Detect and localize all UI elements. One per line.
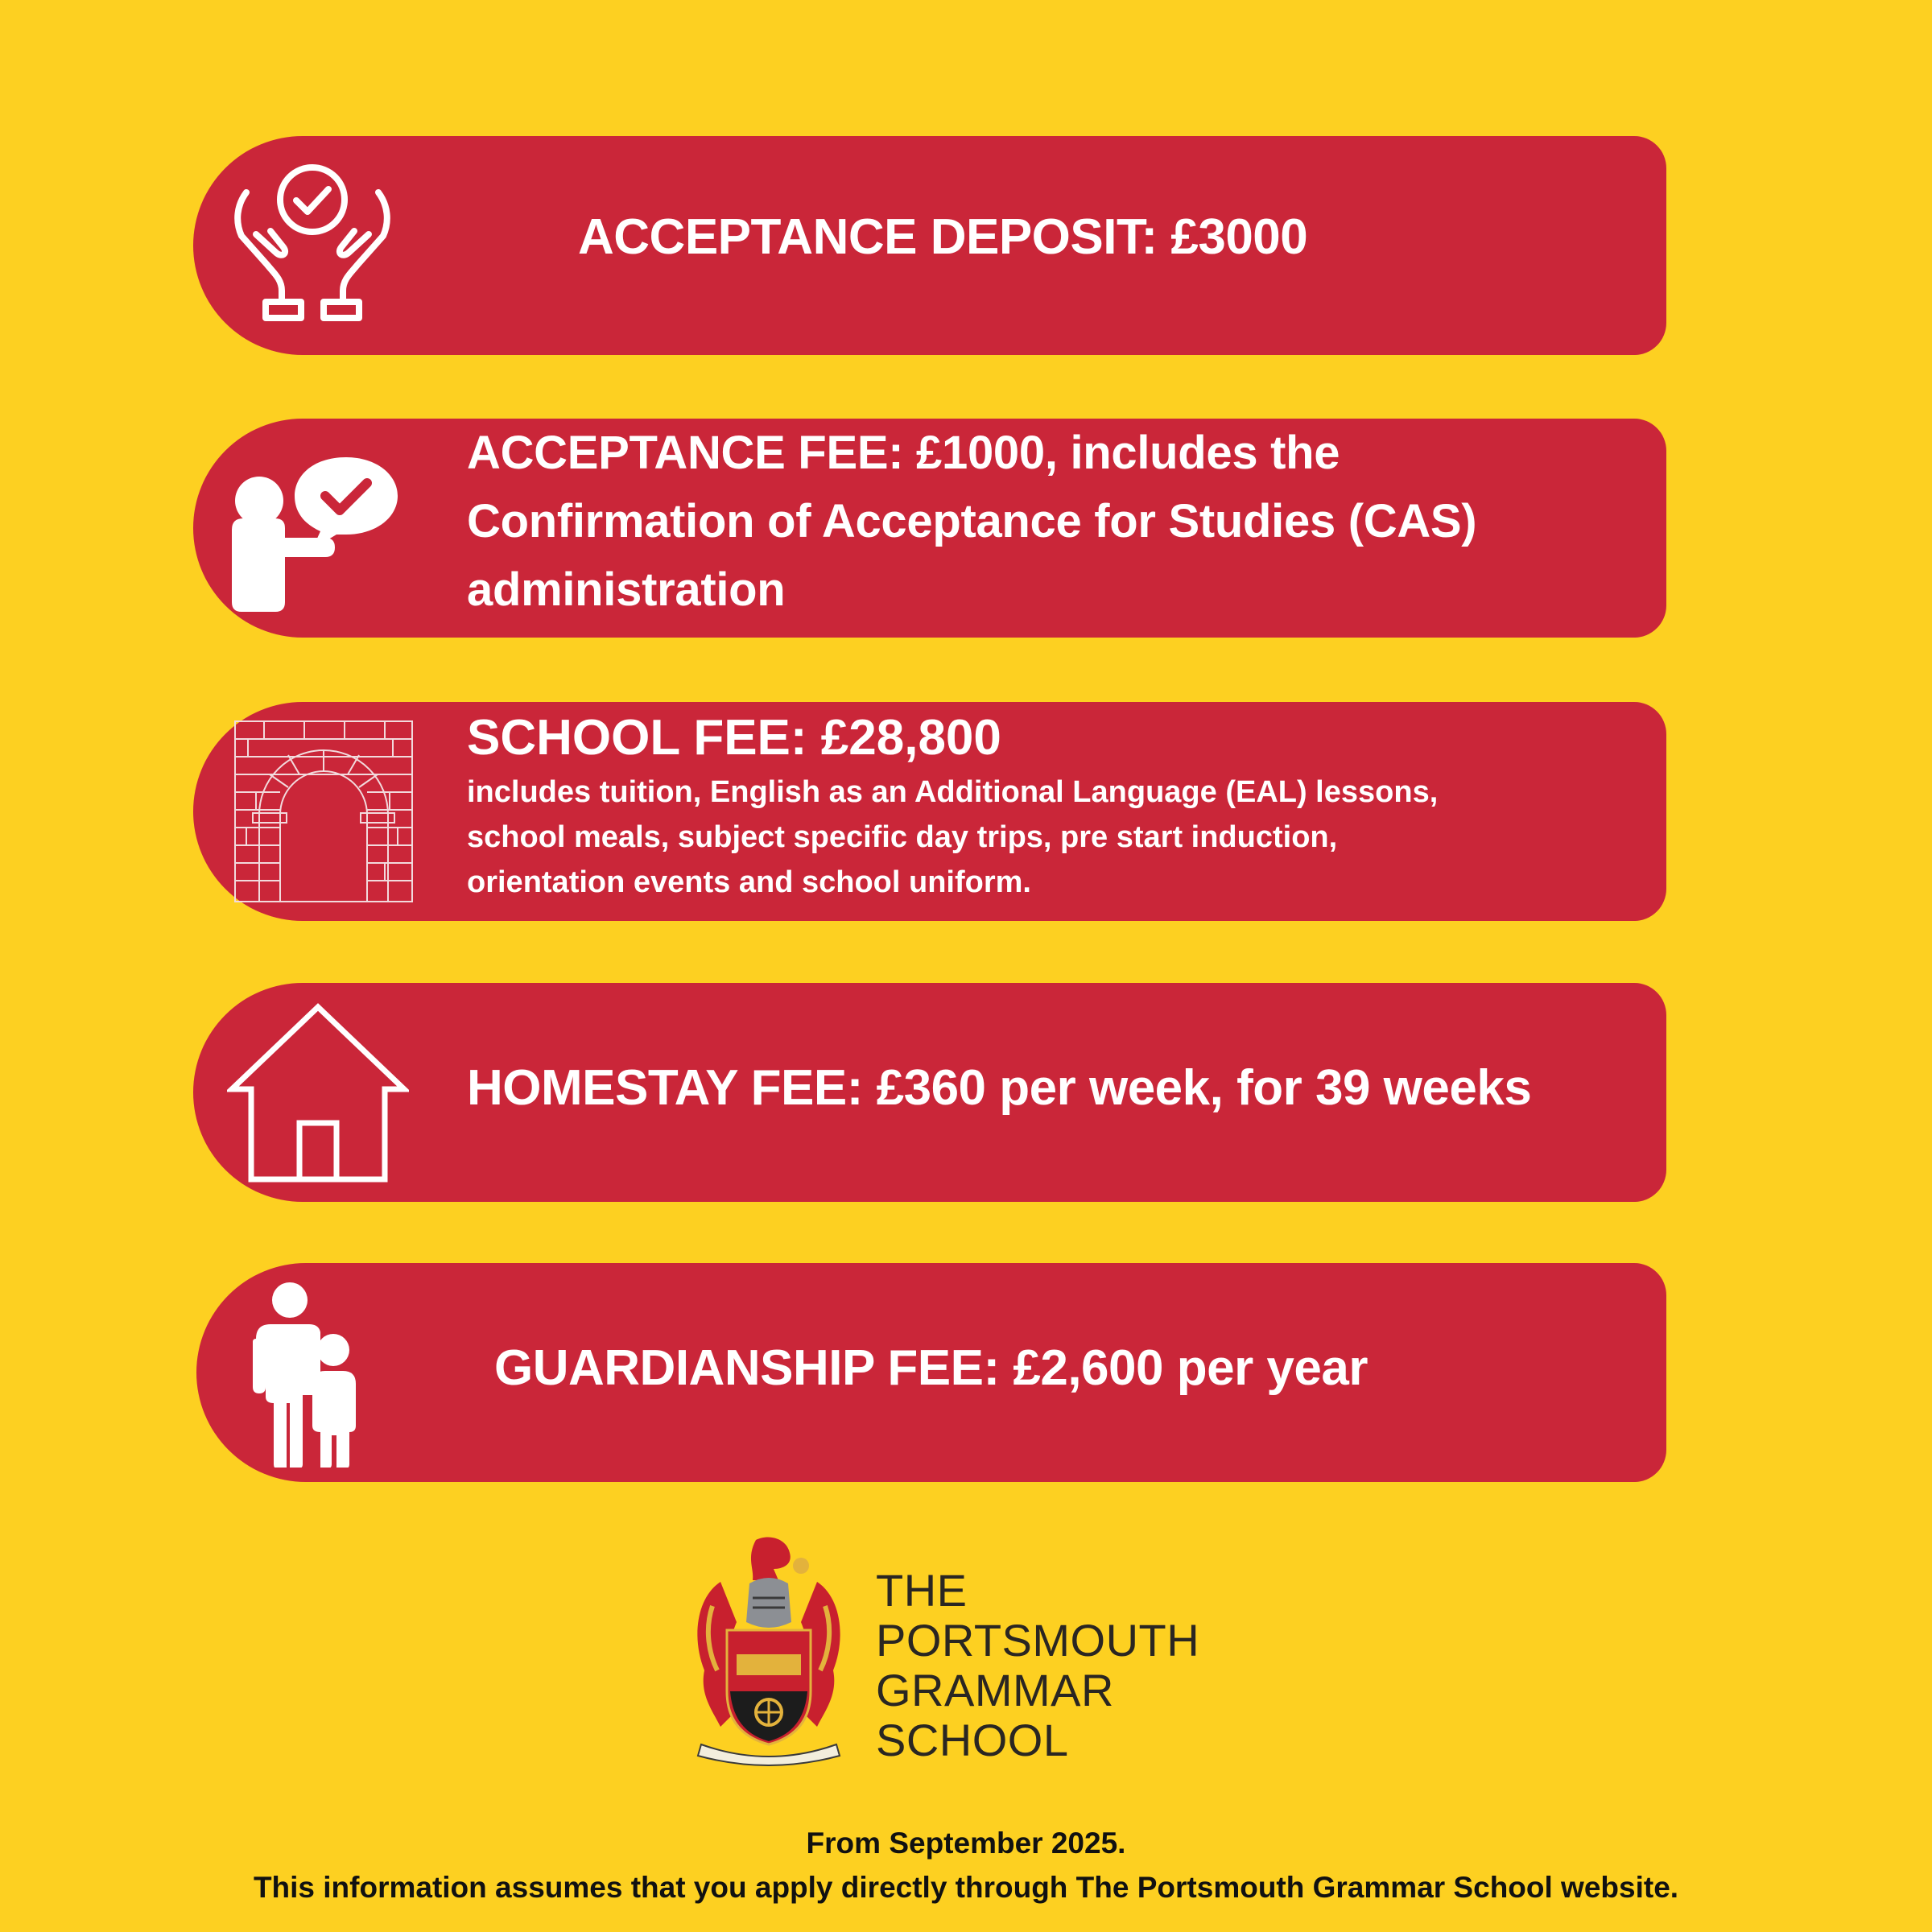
- school-fee-text: [467, 710, 1439, 905]
- fee-card-school-fee: [193, 702, 1666, 921]
- school-crest-icon: [688, 1534, 849, 1767]
- acceptance-fee-line-1: ACCEPTANCE FEE: £1000, includes the: [467, 427, 1340, 479]
- adult-and-child-icon: [246, 1282, 375, 1468]
- school-name-line-1: THE: [876, 1565, 968, 1616]
- school-name-line-2: PORTSMOUTH: [876, 1615, 1200, 1666]
- homestay-fee-label: HOMESTAY FEE: £360 per week, for 39 weeks: [467, 1060, 1532, 1116]
- fee-card-guardianship-fee: [196, 1263, 1666, 1482]
- hands-holding-check-icon: [225, 157, 402, 334]
- fee-card-acceptance-deposit: [193, 136, 1666, 355]
- brick-archway-icon: [232, 718, 415, 905]
- guardianship-fee-label: GUARDIANSHIP FEE: £2,600 per year: [494, 1340, 1368, 1396]
- house-icon: [227, 1002, 409, 1184]
- fee-card-acceptance-fee: [193, 419, 1666, 638]
- acceptance-fee-text: [467, 419, 1476, 624]
- acceptance-fee-line-2: Confirmation of Acceptance for Studies (CAS): [467, 495, 1477, 547]
- school-fee-detail-line-1: includes tuition, English as an Additional Language (EAL) lessons,: [467, 775, 1439, 809]
- school-fee-title: SCHOOL FEE: £28,800: [467, 710, 1001, 766]
- school-fee-detail: [467, 770, 1438, 905]
- person-speech-check-icon: [225, 440, 402, 617]
- school-fee-detail-line-2: school meals, subject specific day trips, pre start induction,: [467, 820, 1338, 854]
- school-name: [876, 1566, 1199, 1765]
- fee-card-homestay-fee: [193, 983, 1666, 1202]
- acceptance-fee-line-3: administration: [467, 564, 786, 616]
- school-fee-detail-line-3: orientation events and school uniform.: [467, 865, 1031, 899]
- footer-disclaimer: This information assumes that you apply directly through The Portsmouth Grammar School website.: [253, 1871, 1679, 1904]
- school-name-line-3: GRAMMAR: [876, 1665, 1114, 1715]
- footer-date: From September 2025.: [806, 1827, 1126, 1860]
- footer-note: [0, 1821, 1932, 1909]
- acceptance-deposit-label: ACCEPTANCE DEPOSIT: £3000: [578, 209, 1308, 265]
- school-name-line-4: SCHOOL: [876, 1715, 1069, 1765]
